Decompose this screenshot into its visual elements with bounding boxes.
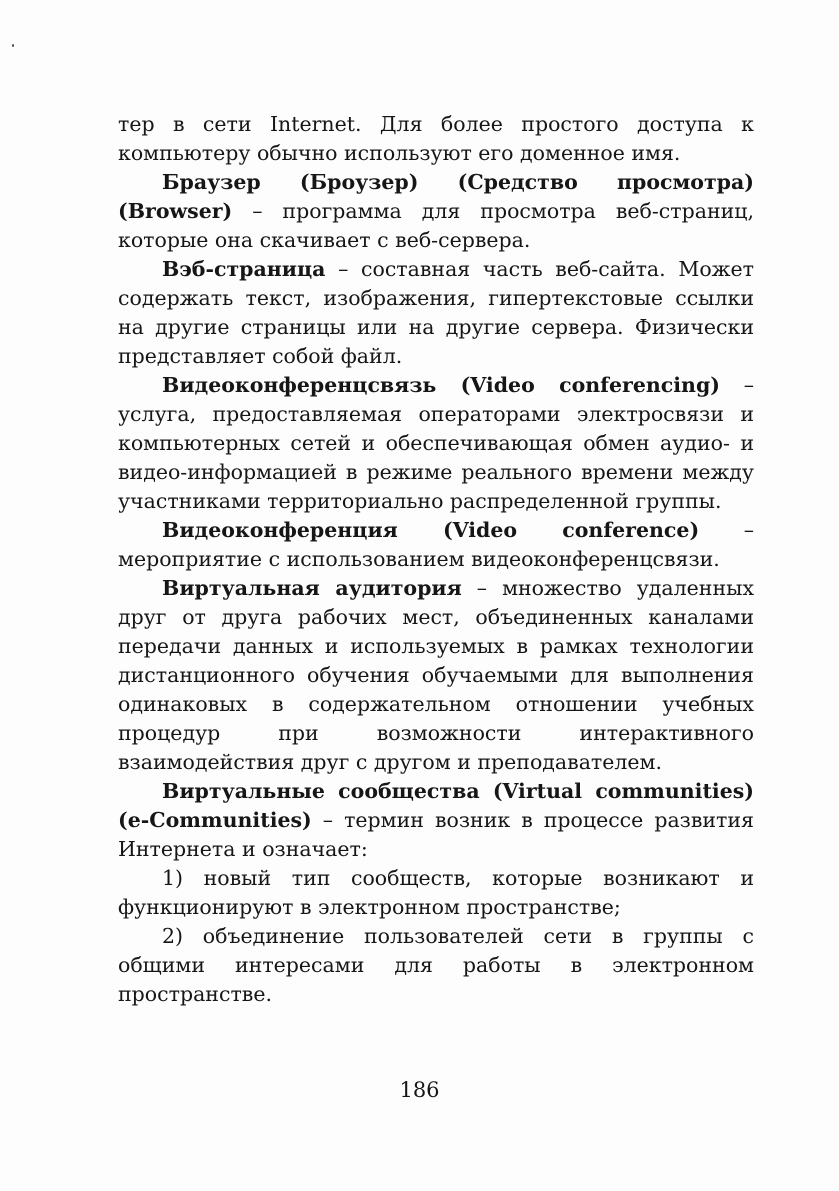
definition-video-conference: – мероприятие с использованием видеоконференцсвязи.: [118, 518, 754, 571]
paragraph-list-item-2: [118, 922, 754, 1009]
paragraph-virtual-communities: [118, 777, 754, 864]
paragraph-video-conferencing: [118, 371, 754, 516]
term-video-conferencing: Видеоконференцсвязь (Video conferencing): [162, 373, 720, 397]
paragraph-browser: [118, 168, 754, 255]
scan-speck: [12, 44, 14, 47]
page-text: [118, 110, 754, 1009]
definition-web-page: – составная часть веб-сайта. Может содержать текст, изображения, гипертекстовые ссылки на другие страницы или на другие сервера. Физически представляет собой файл.: [118, 257, 754, 368]
list-item-text: 1) новый тип сообществ, которые возникают и функционируют в электронном пространстве;: [118, 866, 754, 919]
term-browser: Браузер (Броузер) (Средство просмотра) (Browser): [118, 170, 754, 223]
paragraph-virtual-classroom: [118, 574, 754, 777]
definition-video-conferencing: – услуга, предоставляемая операторами электросвязи и компьютерных сетей и обеспечивающая обмен аудио- и видео-информацией в режиме реального времени между участниками территориально распределенной группы.: [118, 373, 754, 513]
paragraph-web-page: [118, 255, 754, 371]
paragraph-text: тер в сети Internet. Для более простого доступа к компьютеру обычно используют его доменное имя.: [118, 112, 754, 165]
definition-virtual-communities: – термин возник в процессе развития Интернета и означает:: [118, 808, 754, 861]
paragraph-continuation: [118, 110, 754, 168]
term-video-conference: Видеоконференция (Video conference): [162, 518, 700, 542]
term-virtual-classroom: Виртуальная аудитория: [162, 576, 462, 600]
definition-browser: – программа для просмотра веб-страниц, которые она скачивает с веб-сервера.: [118, 199, 754, 252]
term-web-page: Вэб-страница: [162, 257, 326, 281]
paragraph-video-conference: [118, 516, 754, 574]
paragraph-list-item-1: [118, 864, 754, 922]
definition-virtual-classroom: – множество удаленных друг от друга рабочих мест, объединенных каналами передачи данных и используемых в рамках технологии дистанционного обучения обучаемыми для выполнения одинаковых в содержательном отношении учебных процедур при возможности интерактивного взаимодействия друг с другом и преподавателем.: [118, 576, 754, 774]
list-item-text: 2) объединение пользователей сети в группы с общими интересами для работы в электронном пространстве.: [118, 924, 754, 1006]
term-virtual-communities: Виртуальные сообщества (Virtual communities) (e-Communities): [118, 779, 754, 832]
page-number: 186: [399, 1078, 440, 1102]
